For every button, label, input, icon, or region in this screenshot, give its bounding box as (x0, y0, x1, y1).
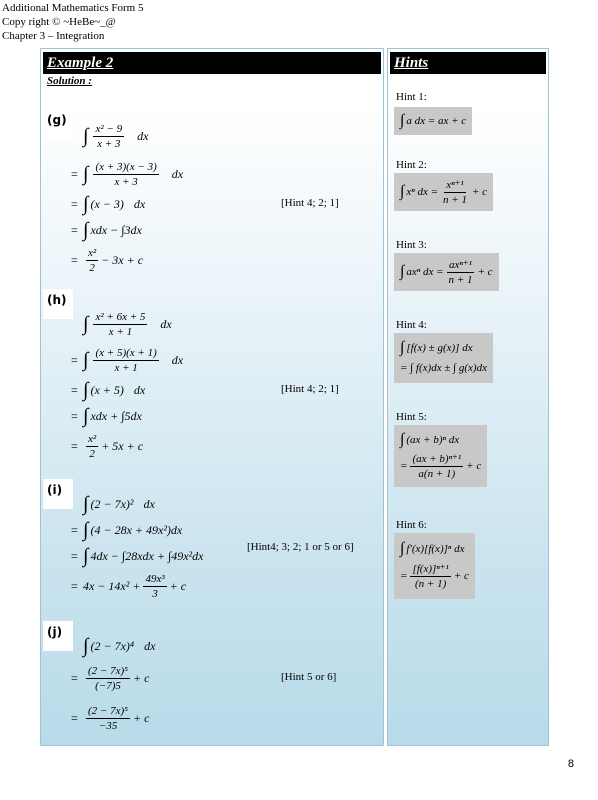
i-step-2: = ∫ (4 − 28x + 49x²)dx (71, 518, 183, 541)
hint-2-box: ∫ xⁿ dx = $\frac{\text{xⁿ⁺¹}}{n + 1}$ + c (394, 173, 493, 211)
i-step-3: = ∫ 4dx − ∫28xdx + ∫49x²dx (71, 544, 204, 567)
header-line-3: Chapter 3 – Integration (2, 30, 105, 42)
i-s4a: 4x − 14x² + (83, 578, 141, 593)
hint-4-row-1: [f(x) ± g(x)] dx (406, 342, 473, 354)
hint-6-rest: + c (453, 570, 469, 582)
hint-6-num: [f(x)]ⁿ⁺¹ (412, 562, 449, 575)
hint-6-row-1: f′(x)[f(x)]ⁿ dx (406, 543, 465, 555)
hint-3-label: Hint 3: (396, 239, 427, 251)
hint-3-lhs: axⁿ dx = (406, 266, 444, 278)
hint-6-box: ∫ f′(x)[f(x)]ⁿ dx = $\frac{\text{[f(x)]ⁿ⁺¹}}{(n + 1)}$ + c (394, 533, 475, 599)
h-step-1: ∫ $\frac{\text{x² + 6x + 5}}{x + 1}$ dx (83, 310, 172, 338)
j-step-2: = $\frac{\text{(2 − 7x)⁵}}{(-7)5}$ + c (71, 664, 150, 692)
hint-5-den: a(n + 1) (418, 467, 456, 480)
hint-5-label: Hint 5: (396, 411, 427, 423)
hint-5-box: ∫ (ax + b)ⁿ dx = $\frac{\text{(ax + b)ⁿ⁺¹}}{a(n + 1)}$ + c (394, 425, 487, 487)
solution-label: Solution : (47, 75, 92, 87)
dx-text: dx (171, 166, 184, 181)
hint-1-box: ∫ a dx = ax + c (394, 107, 472, 135)
j-s3-rest: + c (132, 710, 150, 725)
h-s3: (x + 5) (90, 382, 124, 397)
header-line-2: Copy right © ~HeBe~_@ (2, 16, 116, 28)
h-hint-ref: [Hint 4; 2; 1] (281, 383, 339, 395)
hint-5-rest: + c (466, 460, 482, 472)
page-number: 8 (567, 758, 574, 770)
g-step-5: = $\frac{\text{x²}}{2}$ − 3x + c (71, 246, 144, 274)
h-s2-num: (x + 5)(x + 1) (95, 346, 157, 359)
i-s3: 4dx − ∫28xdx + ∫49x²dx (90, 548, 204, 563)
i-s4-num: 49x³ (145, 572, 165, 585)
g-s5-den: 2 (89, 261, 95, 274)
hint-6-den: (n + 1) (415, 577, 447, 590)
part-j-label: (j) (43, 621, 73, 651)
g-step-4: = ∫ xdx − ∫3dx (71, 218, 142, 241)
h-step-3: = ∫ (x + 5) dx (71, 378, 146, 401)
j-s3-den: −35 (98, 719, 118, 732)
hints-panel (387, 48, 549, 746)
i-s1: (2 − 7x)² (90, 496, 134, 511)
hint-4-label: Hint 4: (396, 319, 427, 331)
hint-3-rest: + c (477, 266, 493, 278)
part-h-label: (h) (43, 289, 73, 319)
g-hint-ref: [Hint 4; 2; 1] (281, 197, 339, 209)
hint-2-lhs: xⁿ dx = (406, 186, 439, 198)
j-hint-ref: [Hint 5 or 6] (281, 671, 337, 683)
h-s2-den: x + 1 (114, 361, 138, 374)
h-s1-den: x + 1 (108, 325, 133, 338)
g-s3: (x − 3) (90, 196, 124, 211)
hint-6-label: Hint 6: (396, 519, 427, 531)
h-s5-num: x² (88, 432, 97, 445)
g-step-2: = ∫ $\frac{(x + 3)(x - 3)}{x + 3}$ dx (71, 160, 184, 188)
h-step-4: = ∫ xdx + ∫5dx (71, 404, 142, 427)
hint-2-rest: + c (471, 186, 488, 198)
g-s1-num: x² − 9 (95, 122, 123, 135)
i-hint-ref: [Hint4; 3; 2; 1 or 5 or 6] (247, 541, 354, 553)
j-step-3: = $\frac{\text{(2 − 7x)⁵}}{-35}$ + c (71, 704, 150, 732)
hint-5-row-1: (ax + b)ⁿ dx (406, 434, 460, 446)
hint-1-label: Hint 1: (396, 91, 427, 103)
j-s1: (2 − 7x)⁴ (90, 638, 135, 653)
dx-text: dx (137, 128, 149, 143)
j-s3-num: (2 − 7x)⁵ (88, 704, 128, 717)
hint-4-box: ∫ [f(x) ± g(x)] dx = ∫ f(x)dx ± ∫ g(x)dx (394, 333, 493, 383)
j-step-1: ∫ (2 − 7x)⁴ dx (83, 634, 156, 657)
i-s2: (4 − 28x + 49x²)dx (90, 522, 183, 537)
g-step-1: ∫ $\frac{\text{x² − 9}}{x + 3}$ dx (83, 122, 149, 150)
dx-text: dx (133, 382, 146, 397)
dx-text: dx (160, 316, 172, 331)
j-s2-rest: + c (132, 670, 150, 685)
dx-text: dx (144, 638, 156, 653)
g-s4: xdx − ∫3dx (90, 222, 142, 237)
hint-5-num: (ax + b)ⁿ⁺¹ (412, 452, 462, 465)
header-line-1: Additional Mathematics Form 5 (2, 2, 144, 14)
g-s5-rest: − 3x + c (101, 252, 144, 267)
g-s2-den: x + 3 (114, 175, 138, 188)
dx-text: dx (133, 196, 146, 211)
h-step-2: = ∫ $\frac{(x + 5)(x + 1)}{x + 1}$ dx (71, 346, 184, 374)
g-s1-den: x + 3 (97, 137, 121, 150)
part-i-label: (i) (43, 479, 73, 509)
h-s1-num: x² + 6x + 5 (95, 310, 146, 323)
j-s2-den: (−7)5 (95, 679, 121, 692)
h-step-5: = $\frac{\text{x²}}{2}$ + 5x + c (71, 432, 144, 460)
h-s5-den: 2 (89, 447, 95, 460)
dx-text: dx (171, 352, 184, 367)
hint-2-label: Hint 2: (396, 159, 427, 171)
g-s5-num: x² (88, 246, 97, 259)
h-s4: xdx + ∫5dx (90, 408, 142, 423)
dx-text: dx (143, 496, 155, 511)
hint-3-den: n + 1 (448, 273, 473, 286)
i-step-4: = 4x − 14x² + $\frac{\text{49x³}}{3}$ + c (71, 572, 187, 600)
hint-3-box: ∫ axⁿ dx = $\frac{\text{axⁿ⁺¹}}{n + 1}$ + c (394, 253, 499, 291)
i-s4-rest: + c (169, 578, 187, 593)
hint-4-row-2: = ∫ f(x)dx ± ∫ g(x)dx (400, 362, 487, 374)
hint-1-body: a dx = ax + c (406, 115, 467, 127)
g-step-3: = ∫ (x − 3) dx (71, 192, 146, 215)
example-title: Example 2 (43, 52, 381, 74)
hint-2-den: n + 1 (443, 193, 467, 206)
part-g-label: (g) (43, 109, 73, 139)
page-header (2, 1, 143, 43)
hint-2-num: xⁿ⁺¹ (446, 178, 464, 191)
g-s2-num: (x + 3)(x − 3) (95, 160, 157, 173)
i-s4-den: 3 (152, 587, 158, 600)
example-panel (40, 48, 384, 746)
i-step-1: ∫ (2 − 7x)² dx (83, 492, 155, 515)
hint-3-num: axⁿ⁺¹ (449, 258, 472, 271)
j-s2-num: (2 − 7x)⁵ (88, 664, 128, 677)
h-s5-rest: + 5x + c (101, 438, 144, 453)
hints-title: Hints (390, 52, 546, 74)
